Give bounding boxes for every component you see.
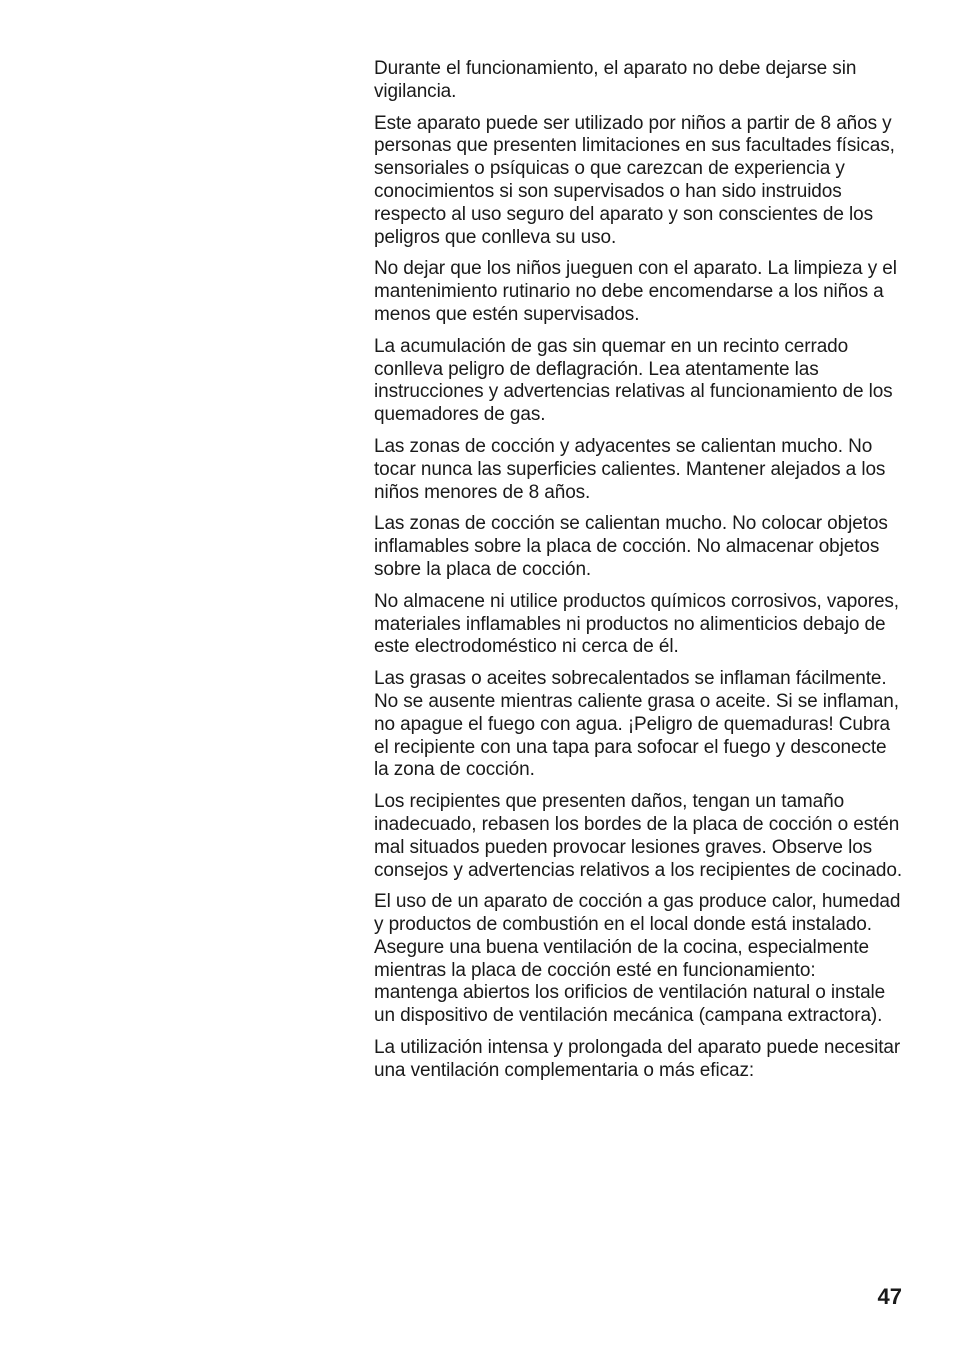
paragraph-flammable-objects: Las zonas de cocción se calientan mucho. No colocar objetos inflamables sobre la placa de cocción. No almacenar objetos sobre la placa de cocción. (374, 513, 888, 580)
paragraph-children-limitations: Este aparato puede ser utilizado por niños a partir de 8 años y personas que presenten limitaciones en sus facultades físicas, sensoriales o psíquicas o que carezcan de experiencia y conocimientos si son supervisados o han sido instruidos respecto al uso seguro del aparato y son conscientes de los peligros que conlleva su uso. (374, 112, 895, 248)
paragraph-supervision: Durante el funcionamiento, el aparato no debe dejarse sin vigilancia. (374, 58, 857, 102)
paragraph-chemicals: No almacene ni utilice productos químicos corrosivos, vapores, materiales inflamables ni productos no alimenticios debajo de este electrodoméstico ni cerca de él. (374, 590, 899, 658)
paragraph-overheated-fat: Las grasas o aceites sobrecalentados se inflaman fácilmente. No se ausente mientras caliente grasa o aceite. Si se inflaman, no apague el fuego con agua. ¡Peligro de quemaduras! Cubra el recipiente con una tapa para sofocar el fuego y desconecte la zona de cocción. (374, 668, 899, 781)
paragraph-damaged-cookware: Los recipientes que presenten daños, tengan un tamaño inadecuado, rebasen los bordes de la placa de cocción o estén mal situados pueden provocar lesiones graves. Observe los consejos y advertencias relativos a los recipientes de cocinado. (374, 791, 903, 881)
paragraph-ventilation: El uso de un aparato de cocción a gas produce calor, humedad y productos de combustión en el local donde está instalado. Asegure una buena ventilación de la cocina, especialmente mientras la placa de cocción esté en funcionamiento: mantenga abiertos los orificios de ventilación natural o instale un dispositivo de ventilación mecánica (campana extractora). (374, 891, 901, 1027)
paragraph-gas-deflagration: La acumulación de gas sin quemar en un recinto cerrado conlleva peligro de deflagración. Lea atentamente las instrucciones y advertencias relativas al funcionamiento de los quemadores de gas. (374, 335, 893, 426)
paragraph-children-play: No dejar que los niños jueguen con el aparato. La limpieza y el mantenimiento rutinario no debe encomendarse a los niños a menos que estén supervisados. (374, 258, 897, 325)
page-number: 47 (877, 1284, 902, 1309)
paragraph-extra-ventilation: La utilización intensa y prolongada del aparato puede necesitar una ventilación complementaria o más eficaz: (374, 1037, 901, 1081)
safety-text-column (374, 58, 902, 1092)
paragraph-hot-surfaces: Las zonas de cocción y adyacentes se calientan mucho. No tocar nunca las superficies calientes. Mantener alejados a los niños menores de 8 años. (374, 435, 886, 503)
